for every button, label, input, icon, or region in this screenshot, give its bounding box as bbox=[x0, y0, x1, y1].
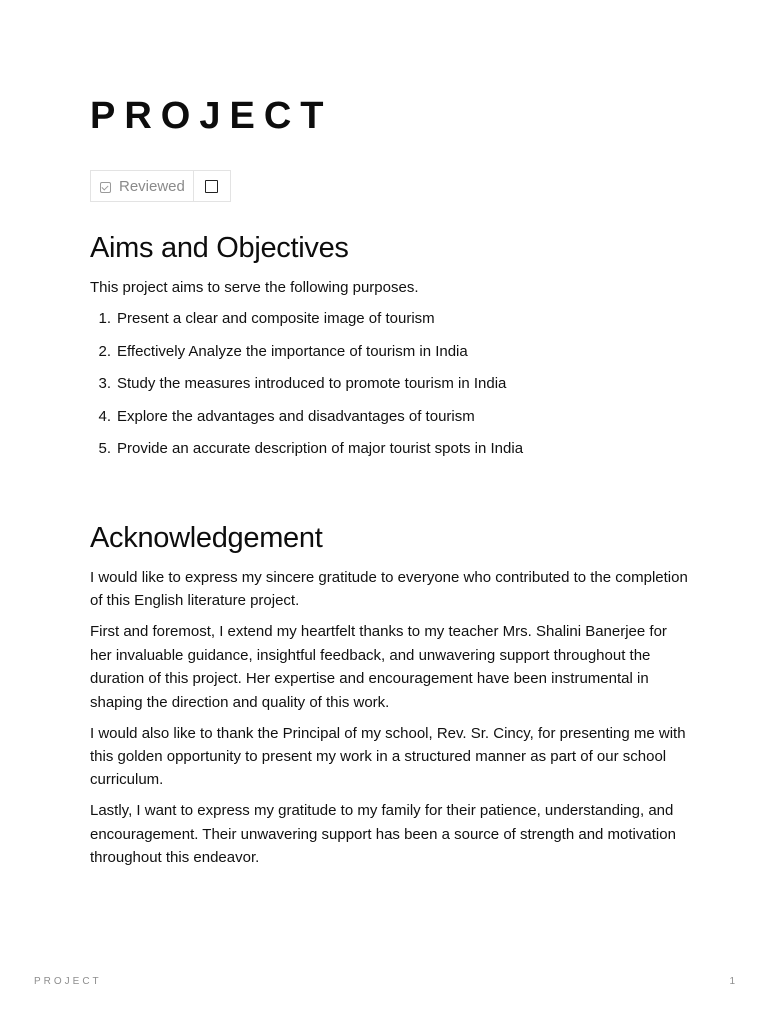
list-item-number: 2. bbox=[98, 342, 111, 360]
aims-heading: Aims and Objectives bbox=[90, 232, 349, 264]
reviewed-property-value[interactable] bbox=[194, 171, 230, 201]
list-item bbox=[90, 374, 523, 407]
acknowledgement-heading: Acknowledgement bbox=[90, 522, 323, 554]
reviewed-property-name[interactable] bbox=[91, 171, 194, 201]
list-item-number: 1. bbox=[98, 310, 111, 327]
footer-label: PROJECT bbox=[34, 976, 102, 987]
list-item-number: 3. bbox=[98, 375, 111, 392]
list-item bbox=[90, 342, 523, 375]
aims-intro: This project aims to serve the following purposes. bbox=[90, 279, 419, 296]
acknowledgement-paragraph: Lastly, I want to express my gratitude to my family for their patience, understanding, and encouragement. Their unwavering support has been a source of strength and motivation throughout this endeavor. bbox=[90, 802, 676, 867]
list-item-number: 4. bbox=[98, 407, 111, 425]
list-item-text: Provide an accurate description of major tourist spots in India bbox=[117, 440, 524, 457]
list-item bbox=[90, 407, 523, 440]
page-title: PROJECT bbox=[90, 95, 333, 137]
reviewed-checkbox[interactable] bbox=[205, 180, 218, 193]
list-item bbox=[90, 309, 523, 342]
acknowledgement-paragraph: First and foremost, I extend my heartfelt thanks to my teacher Mrs. Shalini Banerjee for her invaluable guidance, insightful feedback, and unwavering support throughout the duration of this project. Her expertise and encouragement have been instrumental in shaping the direction and quality of this work. bbox=[90, 623, 667, 711]
acknowledgement-paragraph: I would like to express my sincere gratitude to everyone who contributed to the completion of this English literature project. bbox=[90, 569, 688, 610]
list-item-text: Study the measures introduced to promote tourism in India bbox=[117, 375, 507, 392]
list-item-text: Effectively Analyze the importance of tourism in India bbox=[117, 342, 468, 360]
reviewed-property-label: Reviewed bbox=[119, 177, 185, 195]
list-item-text: Explore the advantages and disadvantages of tourism bbox=[117, 407, 475, 425]
footer-page-number: 1 bbox=[729, 976, 735, 987]
list-item bbox=[90, 439, 523, 472]
list-item-text: Present a clear and composite image of tourism bbox=[117, 310, 435, 327]
list-item-number: 5. bbox=[98, 440, 111, 457]
reviewed-property bbox=[90, 170, 231, 202]
acknowledgement-paragraph: I would also like to thank the Principal of my school, Rev. Sr. Cincy, for presenting me with this golden opportunity to present my work in a structured manner as part of our school curriculum. bbox=[90, 724, 686, 789]
checkbox-property-icon bbox=[100, 182, 111, 193]
aims-list bbox=[90, 309, 523, 472]
acknowledgement-body bbox=[90, 566, 688, 877]
